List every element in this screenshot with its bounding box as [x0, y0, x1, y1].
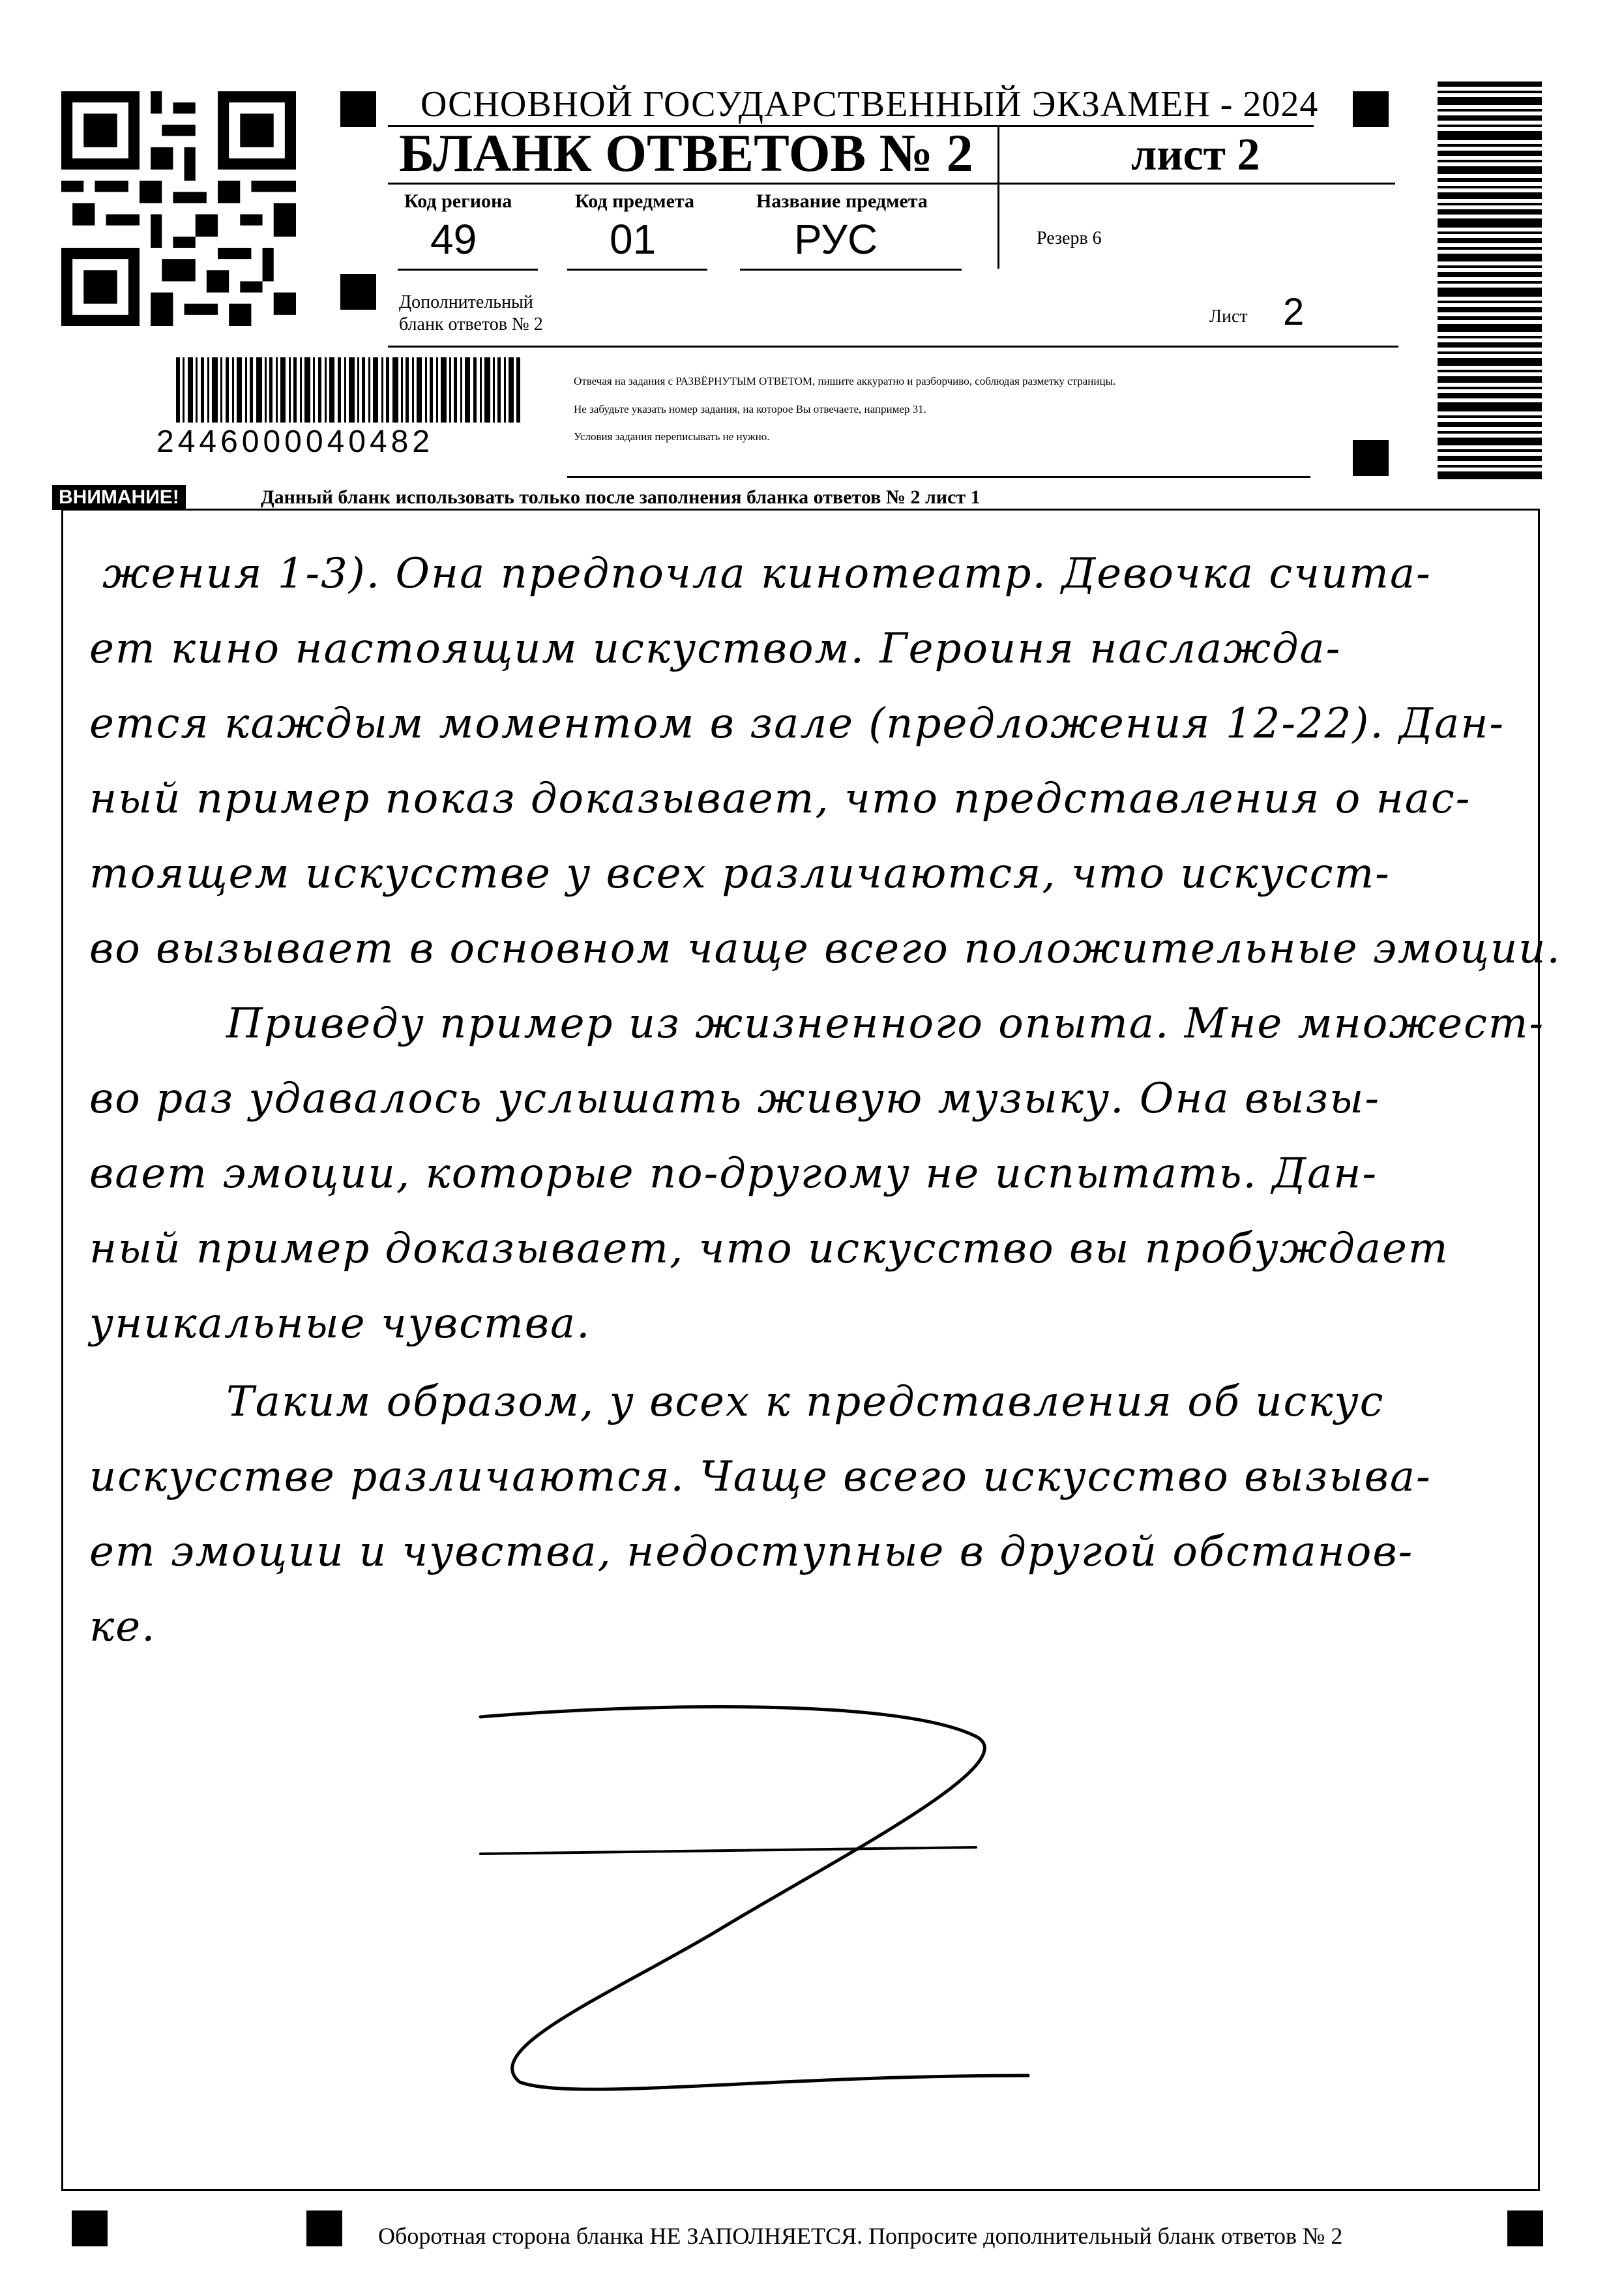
- answer-line: ный пример показ доказывает, что представления о нас-: [89, 775, 1471, 823]
- sheet-number-value: 2: [1283, 291, 1305, 333]
- instruction-line1: Отвечая на задания с РАЗВЁРНУТЫМ ОТВЕТОМ, пишите аккуратно и разборчиво, соблюдая разметку страницы.: [574, 375, 1116, 387]
- subject-name-underline: [740, 269, 962, 271]
- attention-text: Данный бланк использовать только после заполнения бланка ответов № 2 лист 1: [261, 486, 981, 508]
- answer-line: ке.: [89, 1603, 156, 1651]
- subject-name-label: Название предмета: [756, 190, 928, 212]
- header-bottom-rule: [567, 476, 1310, 478]
- answer-area: [61, 509, 1561, 2191]
- sheet-label: лист 2: [1131, 130, 1260, 180]
- registration-mark: [1507, 2210, 1543, 2246]
- subject-code-label: Код предмета: [575, 190, 694, 212]
- answer-line: тоящем искусстве у всех различаются, что искусст-: [89, 850, 1391, 898]
- sheet-number-label: Лист: [1209, 306, 1248, 327]
- z-mark: [441, 1697, 1061, 2102]
- footer-notice: Оборотная сторона бланка НЕ ЗАПОЛНЯЕТСЯ. Попросите дополнительный бланк ответов № 2: [378, 2223, 1343, 2249]
- answer-line: Таким образом, у всех к представления об искус: [226, 1378, 1385, 1426]
- header-divider: [997, 125, 999, 269]
- answer-line: во вызывает в основном чаще всего положительные эмоции.: [89, 925, 1561, 973]
- region-value: 49: [430, 216, 477, 263]
- subject-code-underline: [567, 269, 707, 271]
- registration-mark: [306, 2210, 342, 2246]
- region-label: Код региона: [404, 190, 512, 212]
- answer-line: искусстве различаются. Чаще всего искусство вызыва-: [89, 1453, 1432, 1501]
- instruction-line2: Не забудьте указать номер задания, на которое Вы отвечаете, например 31.: [574, 403, 926, 415]
- instruction-line3: Условия задания переписывать не нужно.: [574, 430, 770, 443]
- reserve-label: Резерв 6: [1037, 228, 1102, 248]
- answer-line: Приведу пример из жизненного опыта. Мне множест-: [226, 1000, 1545, 1048]
- subject-name-value: РУС: [794, 216, 878, 263]
- registration-mark: [1353, 91, 1389, 127]
- additional-label-line2: бланк ответов № 2: [399, 314, 543, 335]
- registration-mark: [340, 274, 376, 310]
- exam-title: ОСНОВНОЙ ГОСУДАРСТВЕННЫЙ ЭКЗАМЕН - 2024: [421, 84, 1319, 125]
- additional-label-line1: Дополнительный: [399, 292, 533, 312]
- registration-mark: [1353, 440, 1389, 476]
- registration-mark: [72, 2210, 108, 2246]
- form-title-underline: [388, 183, 1395, 185]
- answer-line: ет кино настоящим искуством. Героиня наслажда-: [89, 625, 1342, 673]
- answer-line: вает эмоции, которые по-другому не испытать. Дан-: [89, 1150, 1378, 1198]
- qr-code: [61, 91, 296, 326]
- additional-underline: [388, 346, 1398, 348]
- answer-line: во раз удавалось услышать живую музыку. Она вызы-: [89, 1075, 1380, 1123]
- answer-line: уникальные чувства.: [89, 1300, 591, 1348]
- vertical-barcode: [1438, 82, 1542, 486]
- barcode-number: 2446000040482: [156, 424, 434, 459]
- answer-line: ный пример доказывает, что искусство вы пробуждает: [89, 1225, 1449, 1273]
- form-title: БЛАНК ОТВЕТОВ № 2: [399, 123, 973, 183]
- answer-line: ет эмоции и чувства, недоступные в другой обстанов-: [89, 1528, 1414, 1576]
- answer-line: жения 1-3). Она предпочла кинотеатр. Девочка счита-: [102, 550, 1432, 598]
- subject-code-value: 01: [610, 216, 657, 263]
- attention-badge: ВНИМАНИЕ!: [52, 485, 186, 510]
- region-underline: [398, 269, 538, 271]
- horizontal-barcode: [176, 357, 522, 423]
- registration-mark: [340, 91, 376, 127]
- answer-line: ется каждым моментом в зале (предложения 12-22). Дан-: [89, 700, 1505, 748]
